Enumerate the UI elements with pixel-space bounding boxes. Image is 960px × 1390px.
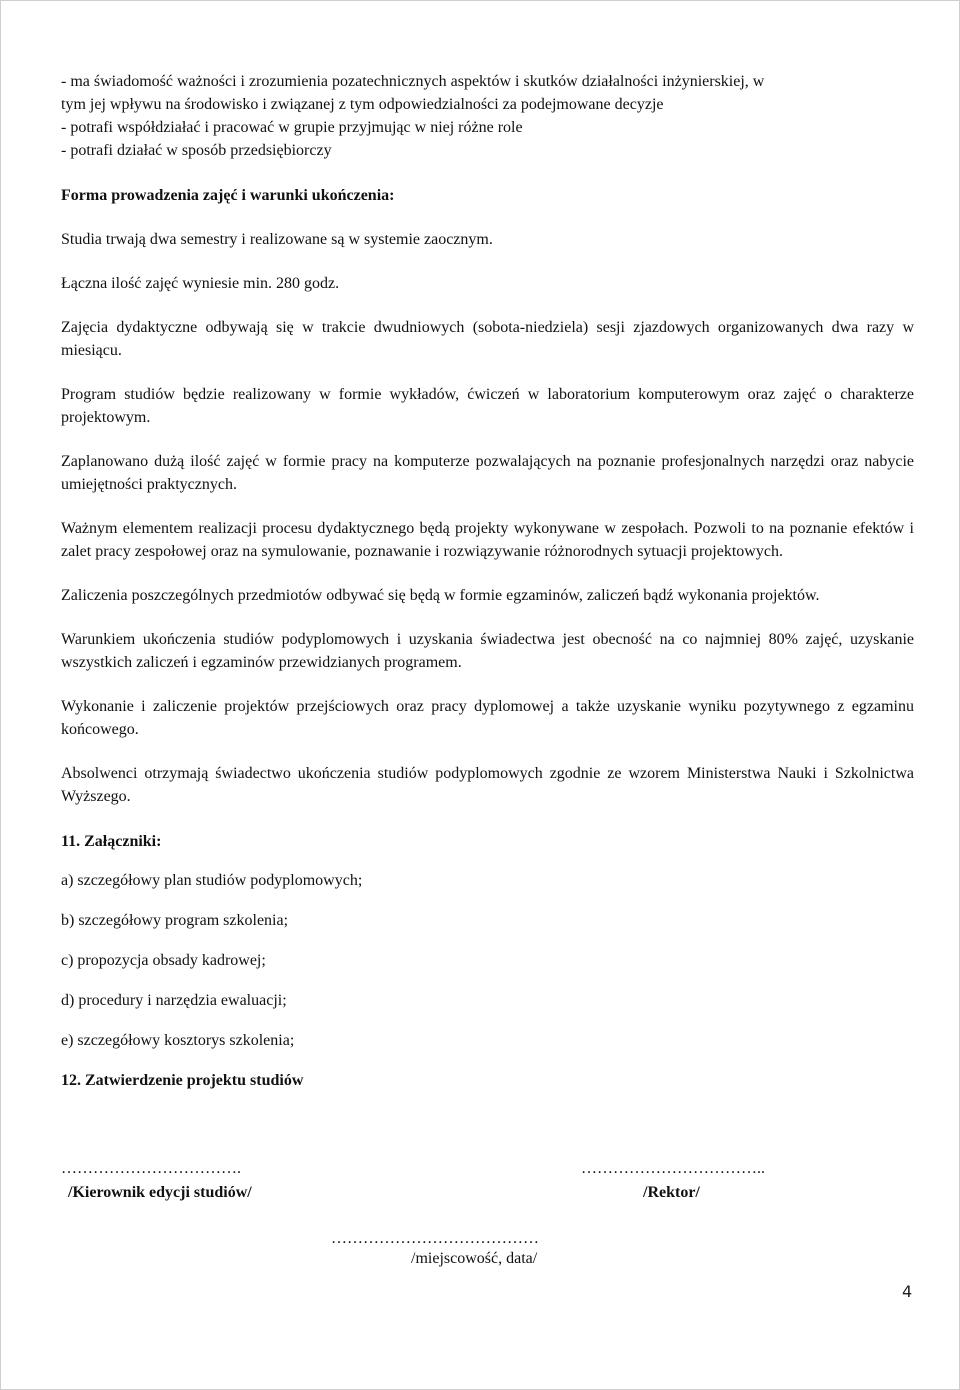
signature-label-rektor: /Rektor/ — [643, 1184, 700, 1201]
text-line: tym jej wpływu na środowisko i związanej z tym odpowiedzialności za podejmowane decyzje — [61, 96, 664, 113]
text-line: - potrafi współdziałać i pracować w grupie przyjmując w niej różne role — [61, 119, 523, 136]
signature-label-kierownik: /Kierownik edycji studiów/ — [68, 1184, 252, 1201]
signature-label-place-date: /miejscowość, data/ — [411, 1250, 538, 1267]
list-item: e) szczegółowy kosztorys szkolenia; — [61, 1032, 295, 1049]
section-heading-zatwierdzenie: 12. Zatwierdzenie projektu studiów — [61, 1072, 304, 1089]
paragraph: Zaliczenia poszczególnych przedmiotów odbywać się będą w formie egzaminów, zaliczeń bądź wykonania projektów. — [61, 587, 820, 604]
paragraph: Łączna ilość zajęć wyniesie min. 280 godz. — [61, 275, 340, 292]
document-body — [61, 70, 914, 1092]
list-item: d) procedury i narzędzia ewaluacji; — [61, 992, 287, 1009]
section-heading-forma: Forma prowadzenia zajęć i warunki ukończenia: — [61, 187, 395, 204]
paragraph: Ważnym elementem realizacji procesu dydaktycznego będą projekty wykonywane w zespołach. Pozwoli to na poznanie efektów i zalet pracy zespołowej oraz na symulowanie, poznawanie i rozwiązywanie różnorodnych sytuacji projektowych. — [61, 520, 914, 560]
signature-line-right: …………………………….. — [581, 1160, 765, 1177]
signature-line-left: ……………………………. — [61, 1160, 241, 1177]
signature-line-center: ………………………………… — [331, 1230, 539, 1247]
text-line: - ma świadomość ważności i zrozumienia pozatechnicznych aspektów i skutków działalności inżynierskiej, w — [61, 73, 765, 90]
paragraph: Wykonanie i zaliczenie projektów przejściowych oraz pracy dyplomowej a także uzyskanie wyniku pozytywnego z egzaminu końcowego. — [61, 698, 914, 738]
list-item: b) szczegółowy program szkolenia; — [61, 912, 289, 929]
signature-block — [61, 1157, 914, 1277]
list-item: a) szczegółowy plan studiów podyplomowych; — [61, 872, 363, 889]
list-item: c) propozycja obsady kadrowej; — [61, 952, 266, 969]
paragraph: Absolwenci otrzymają świadectwo ukończenia studiów podyplomowych zgodnie ze wzorem Ministerstwa Nauki i Szkolnictwa Wyższego. — [61, 765, 914, 805]
section-heading-zalaczniki: 11. Załączniki: — [61, 833, 162, 850]
paragraph: Program studiów będzie realizowany w formie wykładów, ćwiczeń w laboratorium komputerowym oraz zajęć o charakterze projektowym. — [61, 386, 914, 426]
paragraph: Zajęcia dydaktyczne odbywają się w trakcie dwudniowych (sobota-niedziela) sesji zjazdowych organizowanych dwa razy w miesiącu. — [61, 319, 914, 359]
paragraph: Zaplanowano dużą ilość zajęć w formie pracy na komputerze pozwalających na poznanie profesjonalnych narzędzi oraz nabycie umiejętności praktycznych. — [61, 453, 914, 493]
paragraph: Studia trwają dwa semestry i realizowane są w systemie zaocznym. — [61, 231, 493, 248]
paragraph: Warunkiem ukończenia studiów podyplomowych i uzyskania świadectwa jest obecność na co najmniej 80% zajęć, uzyskanie wszystkich zaliczeń i egzaminów przewidzianych programem. — [61, 631, 914, 671]
text-line: - potrafi działać w sposób przedsiębiorczy — [61, 142, 332, 159]
page-number: 4 — [902, 1282, 913, 1301]
